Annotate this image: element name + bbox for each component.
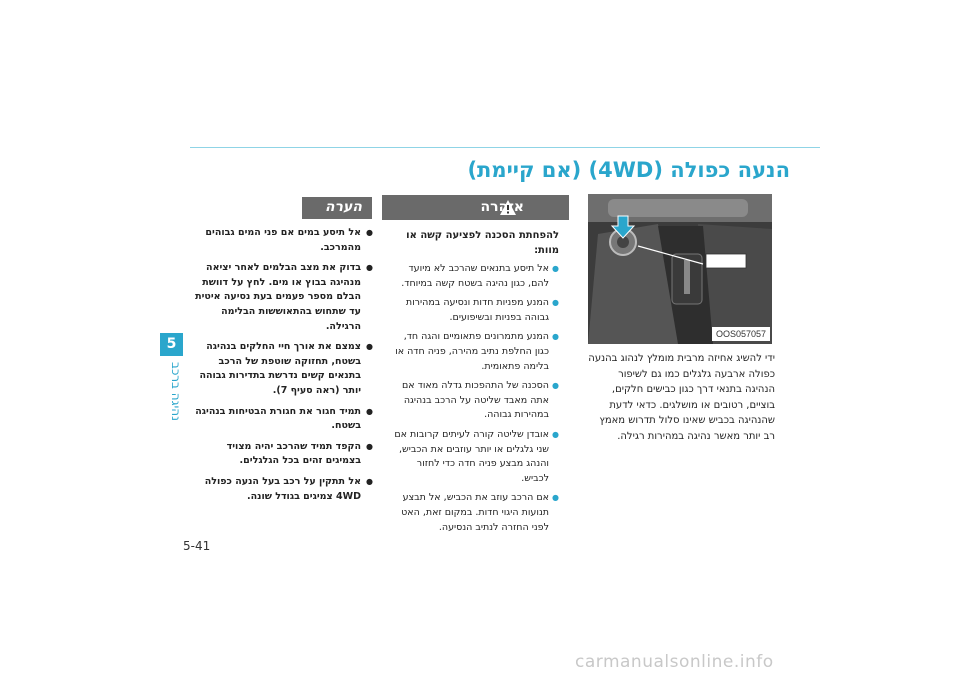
list-item: ● תמיד חגור את חגורת הבטיחות בנהיגה בשטח. (195, 405, 373, 434)
list-item: ● הסכנה של התהפכות גדלה מאוד אם אתה מאבד שליטה על הרכב בנהיגה במהירות גבוהה. (387, 379, 559, 423)
list-item: ● אם הרכב עוזב את הכביש, אל תבצע תנועות היגוי חדות. במקום זאת, האט לפני החזרה לנתיב הנסיעה. (387, 491, 559, 535)
warning-header (382, 195, 569, 220)
console-drawing (588, 194, 772, 344)
console-illustration (588, 194, 772, 344)
note-header (302, 197, 372, 219)
warning-intro: להפחתת הסכנה לפציעה קשה או מוות: (406, 230, 559, 256)
list-item: ● אל תיסע בתנאים שהרכב לא מיועד להם, כגון נהיגה בשטח קשה במיוחד. (387, 262, 559, 291)
note-list (195, 226, 373, 510)
list-item: ● אל תיסע במים אם פני המים גבוהים מהמרכב. (195, 226, 373, 255)
page-title: הנעה כפולה (4WD) (אם קיימת) (467, 158, 790, 182)
list-item: ● הקפד תמיד שהרכב יהיה מצויד בצמיגים זהים בכל הגלגלים. (195, 440, 373, 469)
chapter-number-tab: 5 (160, 333, 183, 356)
list-item: ● אל תתקין על רכב בעל הנעה כפולה 4WD צמיגים בגודל שונה. (195, 475, 373, 504)
list-item: ● צמצם את אורך חיי החלקים בנהיגה בשטח, תחזוקה שוטפת של הרכב בתנאים קשים נדרשת בתדירות גבוהה יותר (ראה סעיף 7). (195, 340, 373, 398)
body-paragraph: ידי להשיג אחיזה מרבית מומלץ לנהוג בהנעה כפולה ארבעה גלגלים כמו גם לשיפור הנהיגה בתנאי דרך כגון כבישים חלקים, בוציים, רטובים או מושלגים. כדאי לדעת שהנהיגה בכביש שאינו סלול תדרוש מאמץ רב יותר מאשר נהיגה במהירות רגילה. (588, 353, 775, 442)
note-label: הערה (325, 199, 362, 215)
chapter-label: נהיגה ברכב (169, 362, 183, 421)
warning-label: אזהרה (480, 199, 524, 215)
note-box (190, 195, 373, 502)
list-item: ● בדוק את מצב הבלמים לאחר יציאה מנהיגה בבוץ או מים. לחץ על דוושת הבלם מספר פעמים בעת נסיעה איטית עד שתחוש בהתאוששות הבלימה הרגילה. (195, 261, 373, 334)
page-number: 5-41 (183, 539, 211, 553)
list-item: ● המנע מתמרונים פתאומיים והגה חד, כגון החלפת נתיב מהירה, פניה חדה או בלימה פתאומית. (387, 330, 559, 374)
figure-code: OOS057057 (715, 329, 767, 339)
warning-list (387, 262, 559, 540)
top-rule (190, 147, 820, 148)
watermark: carmanualsonline.info (575, 652, 774, 672)
warning-box (382, 195, 569, 533)
list-item: ● אובדן שליטה קורה לעיתים קרובות אם שני גלגלים או יותר עוזבים את הכביש, והנהג מבצע פניה חדה כדי לחזור לכביש. (387, 428, 559, 486)
list-item: ● המנע מפניות חדות ונסיעה במהירות גבוהה בפניות ובשיפועים. (387, 296, 559, 325)
